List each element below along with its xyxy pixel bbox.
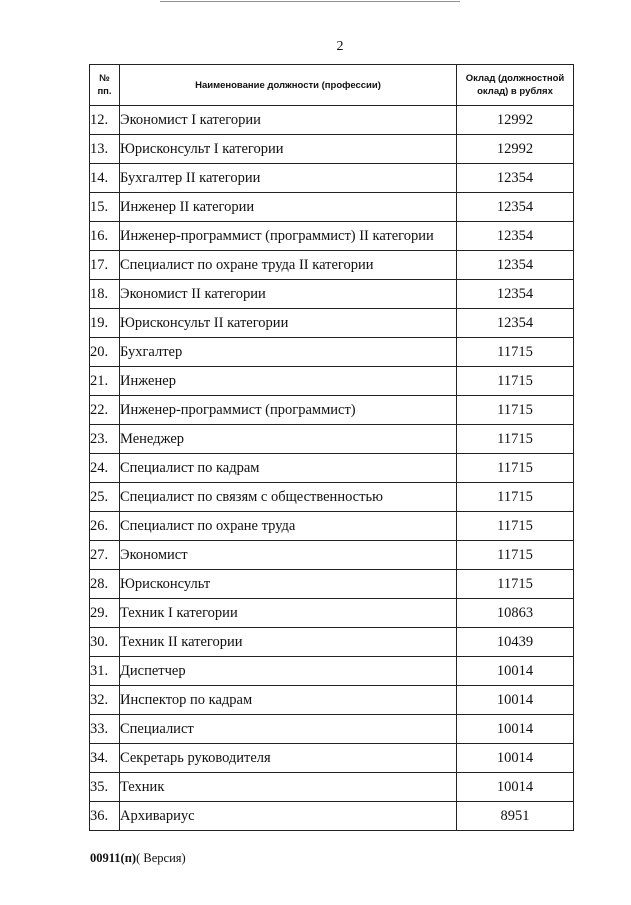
- salary-value: 10014: [457, 657, 574, 686]
- row-number: 31.: [90, 657, 120, 686]
- row-number: 20.: [90, 338, 120, 367]
- table-row: [90, 744, 574, 773]
- position-name: Юрисконсульт II категории: [120, 309, 457, 338]
- row-number: 13.: [90, 135, 120, 164]
- position-name: Экономист II категории: [120, 280, 457, 309]
- row-number: 27.: [90, 541, 120, 570]
- salary-value: 11715: [457, 396, 574, 425]
- salary-value: 10014: [457, 773, 574, 802]
- table-row: [90, 193, 574, 222]
- page-number: 2: [336, 39, 344, 54]
- position-name: Специалист по охране труда: [120, 512, 457, 541]
- table-row: [90, 338, 574, 367]
- table-row: [90, 773, 574, 802]
- row-number: 21.: [90, 367, 120, 396]
- row-number: 29.: [90, 599, 120, 628]
- header-number: [90, 65, 120, 106]
- table-row: [90, 686, 574, 715]
- header-salary: [457, 65, 574, 106]
- table-row: [90, 454, 574, 483]
- salary-value: 11715: [457, 367, 574, 396]
- table-row: [90, 106, 574, 135]
- position-name: Специалист по охране труда II категории: [120, 251, 457, 280]
- salary-value: 10863: [457, 599, 574, 628]
- document-version: ( Версия): [136, 851, 186, 865]
- table-row: [90, 541, 574, 570]
- row-number: 24.: [90, 454, 120, 483]
- table-row: [90, 599, 574, 628]
- salary-value: 10014: [457, 715, 574, 744]
- table-row: [90, 280, 574, 309]
- row-number: 36.: [90, 802, 120, 831]
- salary-value: 12354: [457, 309, 574, 338]
- table-header-row: [90, 65, 574, 106]
- position-name: Специалист по кадрам: [120, 454, 457, 483]
- salary-value: 10014: [457, 686, 574, 715]
- position-name: Бухгалтер: [120, 338, 457, 367]
- salary-value: 8951: [457, 802, 574, 831]
- position-name: Техник I категории: [120, 599, 457, 628]
- position-name: Инспектор по кадрам: [120, 686, 457, 715]
- salary-value: 11715: [457, 425, 574, 454]
- row-number: 16.: [90, 222, 120, 251]
- row-number: 25.: [90, 483, 120, 512]
- document-footer: [90, 851, 186, 866]
- table-row: [90, 222, 574, 251]
- row-number: 30.: [90, 628, 120, 657]
- row-number: 33.: [90, 715, 120, 744]
- position-name: Специалист: [120, 715, 457, 744]
- header-number-line1: №: [99, 73, 110, 84]
- table-row: [90, 367, 574, 396]
- row-number: 23.: [90, 425, 120, 454]
- salary-value: 11715: [457, 541, 574, 570]
- position-name: Секретарь руководителя: [120, 744, 457, 773]
- salary-value: 12354: [457, 222, 574, 251]
- header-number-line2: пп.: [97, 86, 112, 97]
- top-border-line: [160, 1, 460, 2]
- salary-value: 10439: [457, 628, 574, 657]
- row-number: 28.: [90, 570, 120, 599]
- row-number: 15.: [90, 193, 120, 222]
- salary-value: 12354: [457, 251, 574, 280]
- position-name: Инженер II категории: [120, 193, 457, 222]
- table-row: [90, 715, 574, 744]
- header-salary-line1: Оклад (должностной: [465, 73, 565, 84]
- row-number: 22.: [90, 396, 120, 425]
- table-row: [90, 628, 574, 657]
- position-name: Менеджер: [120, 425, 457, 454]
- salary-value: 12992: [457, 106, 574, 135]
- position-name: Специалист по связям с общественностью: [120, 483, 457, 512]
- row-number: 26.: [90, 512, 120, 541]
- salary-value: 11715: [457, 570, 574, 599]
- table-row: [90, 483, 574, 512]
- salary-value: 10014: [457, 744, 574, 773]
- row-number: 32.: [90, 686, 120, 715]
- table-body: [90, 106, 574, 831]
- salary-value: 11715: [457, 512, 574, 541]
- row-number: 18.: [90, 280, 120, 309]
- table-row: [90, 164, 574, 193]
- salary-value: 11715: [457, 338, 574, 367]
- table-row: [90, 570, 574, 599]
- salary-value: 11715: [457, 454, 574, 483]
- salary-value: 12354: [457, 164, 574, 193]
- salary-value: 12354: [457, 280, 574, 309]
- positions-table: [89, 64, 574, 831]
- position-name: Диспетчер: [120, 657, 457, 686]
- table-row: [90, 309, 574, 338]
- row-number: 35.: [90, 773, 120, 802]
- salary-value: 12992: [457, 135, 574, 164]
- document-code: 00911(п): [90, 851, 137, 865]
- row-number: 14.: [90, 164, 120, 193]
- position-name: Техник: [120, 773, 457, 802]
- row-number: 34.: [90, 744, 120, 773]
- table-row: [90, 802, 574, 831]
- position-name: Архивариус: [120, 802, 457, 831]
- table-row: [90, 512, 574, 541]
- position-name: Экономист I категории: [120, 106, 457, 135]
- table-row: [90, 396, 574, 425]
- position-name: Экономист: [120, 541, 457, 570]
- position-name: Юрисконсульт: [120, 570, 457, 599]
- row-number: 12.: [90, 106, 120, 135]
- table-row: [90, 425, 574, 454]
- table-row: [90, 135, 574, 164]
- row-number: 17.: [90, 251, 120, 280]
- position-name: Юрисконсульт I категории: [120, 135, 457, 164]
- salary-value: 12354: [457, 193, 574, 222]
- table-row: [90, 657, 574, 686]
- position-name: Инженер-программист (программист) II категории: [120, 222, 457, 251]
- position-name: Инженер: [120, 367, 457, 396]
- position-name: Инженер-программист (программист): [120, 396, 457, 425]
- position-name: Техник II категории: [120, 628, 457, 657]
- header-position-name: Наименование должности (профессии): [120, 65, 457, 106]
- position-name: Бухгалтер II категории: [120, 164, 457, 193]
- salary-value: 11715: [457, 483, 574, 512]
- row-number: 19.: [90, 309, 120, 338]
- header-salary-line2: оклад) в рублях: [477, 86, 553, 97]
- table-row: [90, 251, 574, 280]
